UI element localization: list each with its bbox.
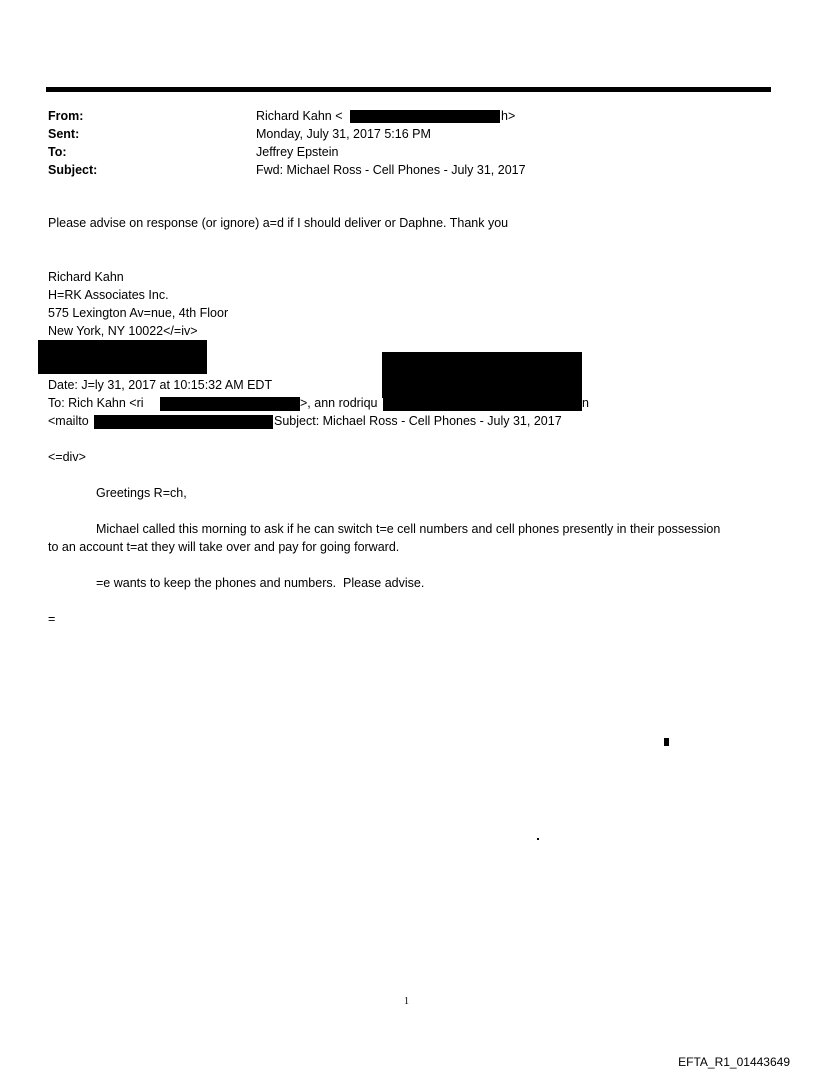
paragraph-1-line-1: Michael called this morning to ask if he can switch t=e cell numbers and cell phones presently in their possession (96, 522, 721, 536)
redaction-signature (38, 340, 207, 374)
forwarded-to-start: To: Rich Kahn <ri (48, 396, 144, 410)
subject-value: Fwd: Michael Ross - Cell Phones - July 31, 2017 (256, 163, 526, 177)
from-label: From: (48, 109, 84, 123)
subject-label: Subject: (48, 163, 98, 177)
page-number: 1 (404, 996, 409, 1007)
to-label: To: (48, 145, 67, 159)
redaction-mailto (94, 415, 273, 429)
redaction-to-email-2 (383, 397, 582, 411)
trailer-equals: = (48, 612, 56, 626)
forwarded-to-end: n (582, 396, 589, 410)
div-tag: <=div> (48, 450, 86, 464)
greeting: Greetings R=ch, (96, 486, 187, 500)
from-value-suffix: h> (501, 109, 516, 123)
signature-company: H=RK Associates Inc. (48, 288, 169, 302)
to-value: Jeffrey Epstein (256, 145, 339, 159)
document-id: EFTA_R1_01443649 (678, 1055, 790, 1069)
forwarded-subject: Subject: Michael Ross - Cell Phones - July 31, 2017 (274, 414, 562, 428)
redaction-forward-header (382, 352, 582, 398)
redaction-to-email (160, 397, 300, 411)
forwarded-date: Date: J=ly 31, 2017 at 10:15:32 AM EDT (48, 378, 273, 392)
header-rule (46, 87, 771, 92)
forwarded-mailto: <mailto (48, 414, 89, 428)
sent-value: Monday, July 31, 2017 5:16 PM (256, 127, 431, 141)
paragraph-2: =e wants to keep the phones and numbers. Please advise. (96, 576, 425, 590)
scan-mark (664, 738, 669, 746)
intro-line: Please advise on response (or ignore) a=d if I should deliver or Daphne. Thank you (48, 216, 509, 230)
signature-address-2: New York, NY 10022</=iv> (48, 324, 198, 338)
from-value: Richard Kahn < (256, 109, 343, 123)
paragraph-1-line-2: to an account t=at they will take over and pay for going forward. (48, 540, 400, 554)
sent-label: Sent: (48, 127, 80, 141)
signature-address-1: 575 Lexington Av=nue, 4th Floor (48, 306, 229, 320)
signature-name: Richard Kahn (48, 270, 124, 284)
redaction-from-email (350, 110, 500, 123)
scan-dot (537, 838, 539, 840)
forwarded-to-mid: >, ann rodriqu (300, 396, 378, 410)
